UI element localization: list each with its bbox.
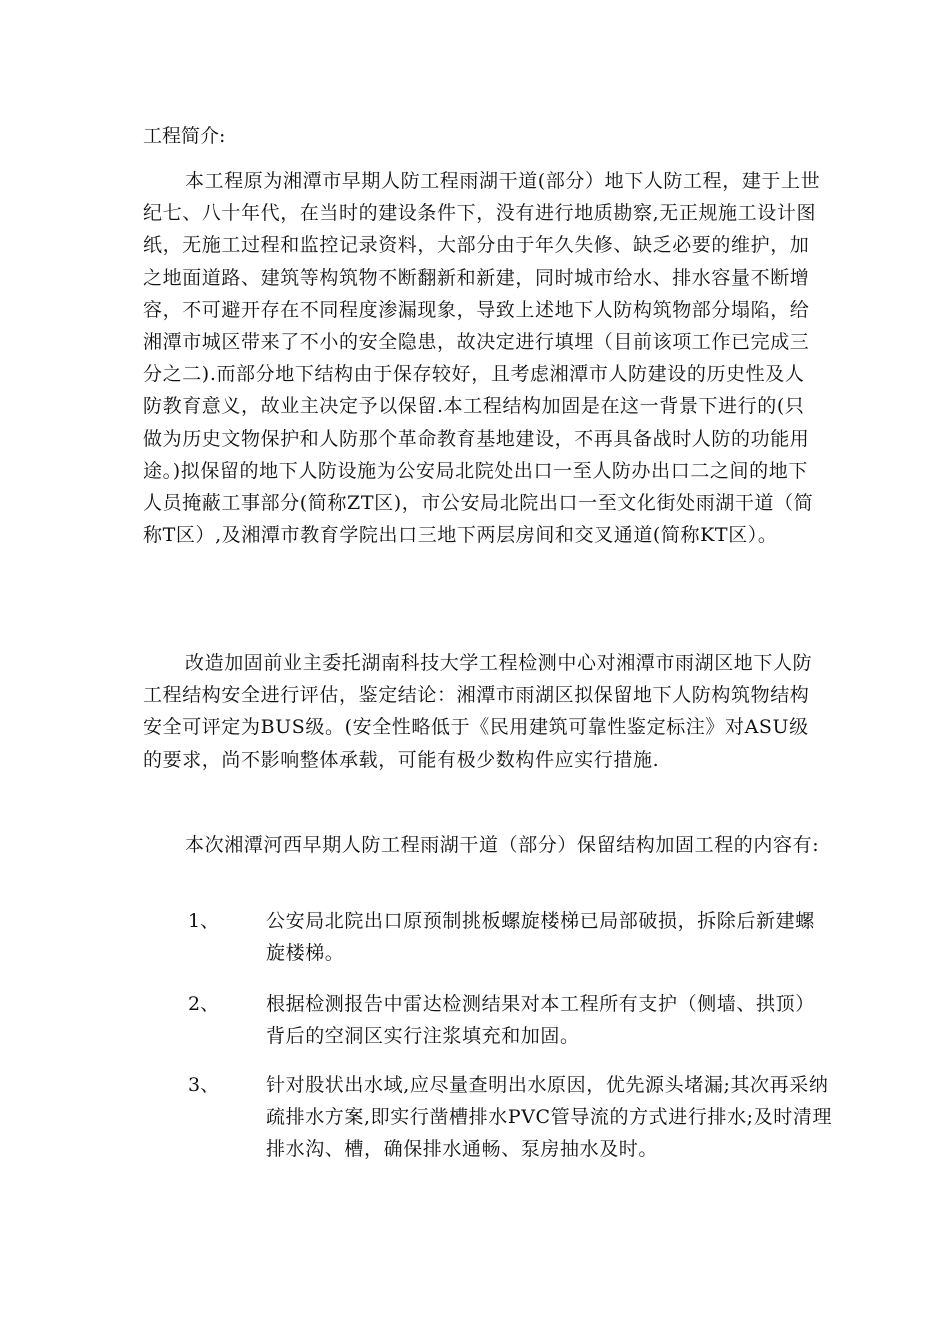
paragraph-project-background: 本工程原为湘潭市早期人防工程雨湖干道(部分）地下人防工程，建于上世纪七、八十年代，在当时的建设条件下，没有进行地质勘察,无正规施工设计图纸，无施工过程和监控记录资料，大部分由于年久失修、缺乏必要的维护，加之地面道路、建筑等构筑物不断翻新和新建，同时城市给水、排水容量不断增容，不可避开存在不同程度渗漏现象，导致上述地下人防构筑物部分塌陷，给湘潭市城区带来了不小的安全隐患，故决定进行填埋（目前该项工作已完成三分之二).而部分地下结构由于保存较好，且考虑湘潭市人防建设的历史性及人防教育意义，故业主决定予以保留.本工程结构加固是在这一背景下进行的(只做为历史文物保护和人防那个革命教育基地建设，不再具备战时人防的功能用途。)拟保留的地下人防设施为公安局北院处出口一至人防办出口二之间的地下人员掩蔽工事部分(简称ZT区)，市公安局北院出口一至文化街处雨湖干道（简称T区）,及湘潭市教育学院出口三地下两层房间和交叉通道(简称KT区）。 [143,170,821,547]
list-item-text: 公安局北院出口原预制挑板螺旋楼梯已局部破损，拆除后新建螺旋楼梯。 [266,910,815,965]
list-item-text: 根据检测报告中雷达检测结果对本工程所有支护（侧墙、拱顶）背后的空洞区实行注浆填充和加固。 [266,993,815,1048]
section-heading: 工程简介: [143,125,226,147]
list-item-number: 2、 [188,993,220,1015]
list-item-number: 3、 [188,1074,220,1096]
list-item-text: 针对股状出水域,应尽量查明出水原因，优先源头堵漏;其次再采纳疏排水方案,即实行凿槽排水PVC管导流的方式进行排水;及时清理排水沟、槽，确保排水通畅、泵房抽水及时。 [266,1074,833,1161]
paragraph-safety-assessment: 改造加固前业主委托湖南科技大学工程检测中心对湘潭市雨湖区地下人防工程结构安全进行评估，鉴定结论：湘潭市雨湖区拟保留地下人防构筑物结构安全可评定为BUS级。(安全性略低于《民用建筑可靠性鉴定标注》对ASU级的要求，尚不影响整体承载，可能有极少数构件应实行措施. [143,652,813,771]
list-item-number: 1、 [188,910,220,932]
paragraph-scope-intro: 本次湘潭河西早期人防工程雨湖干道（部分）保留结构加固工程的内容有: [185,834,820,856]
